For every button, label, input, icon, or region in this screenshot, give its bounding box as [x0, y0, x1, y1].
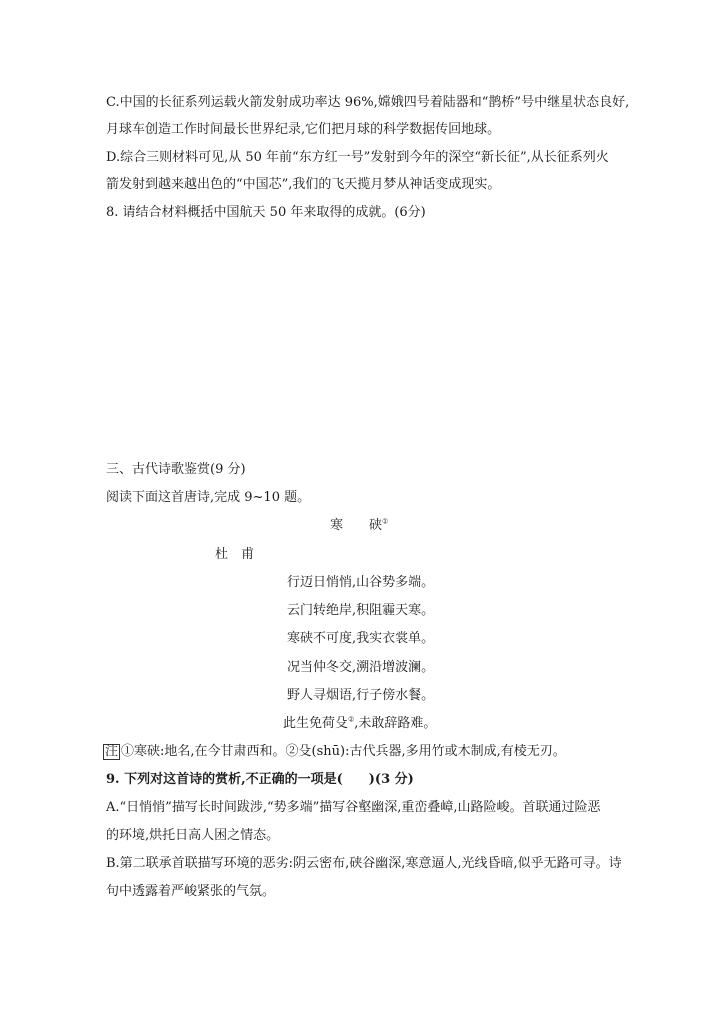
q9-option-a-line-1: A.“日悄悄”描写长时间跋涉,“势多端”描写谷壑幽深,重峦叠嶂,山路险峻。首联通过险恶 — [106, 800, 601, 815]
note-label-box: 注 — [105, 744, 119, 759]
poem-line-5: 野人寻烟语,行子傍水餐。 — [287, 688, 435, 703]
q9-option-b-line-1: B.第二联承首联描写环境的恶劣:阴云密布,硖谷幽深,寒意逼人,光线昏暗,似乎无路可寻。诗 — [106, 856, 622, 871]
question-9-stem: 9. 下列对这首诗的赏析,不正确的一项是( )(3 分) — [106, 772, 414, 787]
poem-author: 杜 甫 — [215, 547, 255, 562]
option-d-line-2: 箭发射到越来越出色的“中国芯”,我们的飞天揽月梦从神话变成现实。 — [106, 177, 501, 192]
q9-option-b-line-2: 句中透露着严峻紧张的气氛。 — [106, 884, 276, 899]
poem-title — [330, 517, 388, 535]
option-c-line-2: 月球车创造工作时间最长世界纪录,它们把月球的科学数据传回地球。 — [106, 122, 501, 137]
question-8: 8. 请结合材料概括中国航天 50 年来取得的成就。(6分) — [106, 205, 426, 220]
poem-line-1: 行迈日悄悄,山谷势多端。 — [287, 575, 435, 590]
poem-line-6 — [283, 715, 436, 733]
q9-option-a-line-2: 的环境,烘托日高人困之情态。 — [106, 828, 280, 843]
option-d-line-1: D.综合三则材料可见,从 50 年前“东方红一号”发射到今年的深空“新长征”,从长征系列火 — [106, 150, 609, 165]
poem-line-3: 寒硖不可度,我实衣裳单。 — [287, 631, 435, 646]
poem-title-char-1: 寒 — [330, 518, 344, 533]
poem-line-4: 况当仲冬交,溯沿增波澜。 — [287, 660, 435, 675]
poem-notes-text: ①寒硖:地名,在今甘肃西和。②殳(shū):古代兵器,多用竹或木制成,有棱无刃。 — [121, 744, 566, 759]
option-c-line-1: C.中国的长征系列运载火箭发射成功率达 96%,嫦娥四号着陆器和“鹊桥”号中继星状态良好, — [106, 95, 630, 110]
poem-line-6-part-2: ,未敢辞路难。 — [354, 716, 437, 731]
section-3-instruction: 阅读下面这首唐诗,完成 9~10 题。 — [106, 490, 311, 505]
poem-line-6-note-marker: ② — [348, 715, 355, 724]
section-3-heading: 三、古代诗歌鉴赏(9 分) — [106, 462, 246, 477]
poem-title-char-2: 硖 — [369, 518, 383, 533]
poem-title-note-marker: ① — [382, 517, 389, 526]
poem-notes — [103, 743, 566, 761]
poem-line-2: 云门转绝岸,积阻霾天寒。 — [287, 603, 435, 618]
poem-line-6-part-1: 此生免荷殳 — [283, 716, 349, 731]
